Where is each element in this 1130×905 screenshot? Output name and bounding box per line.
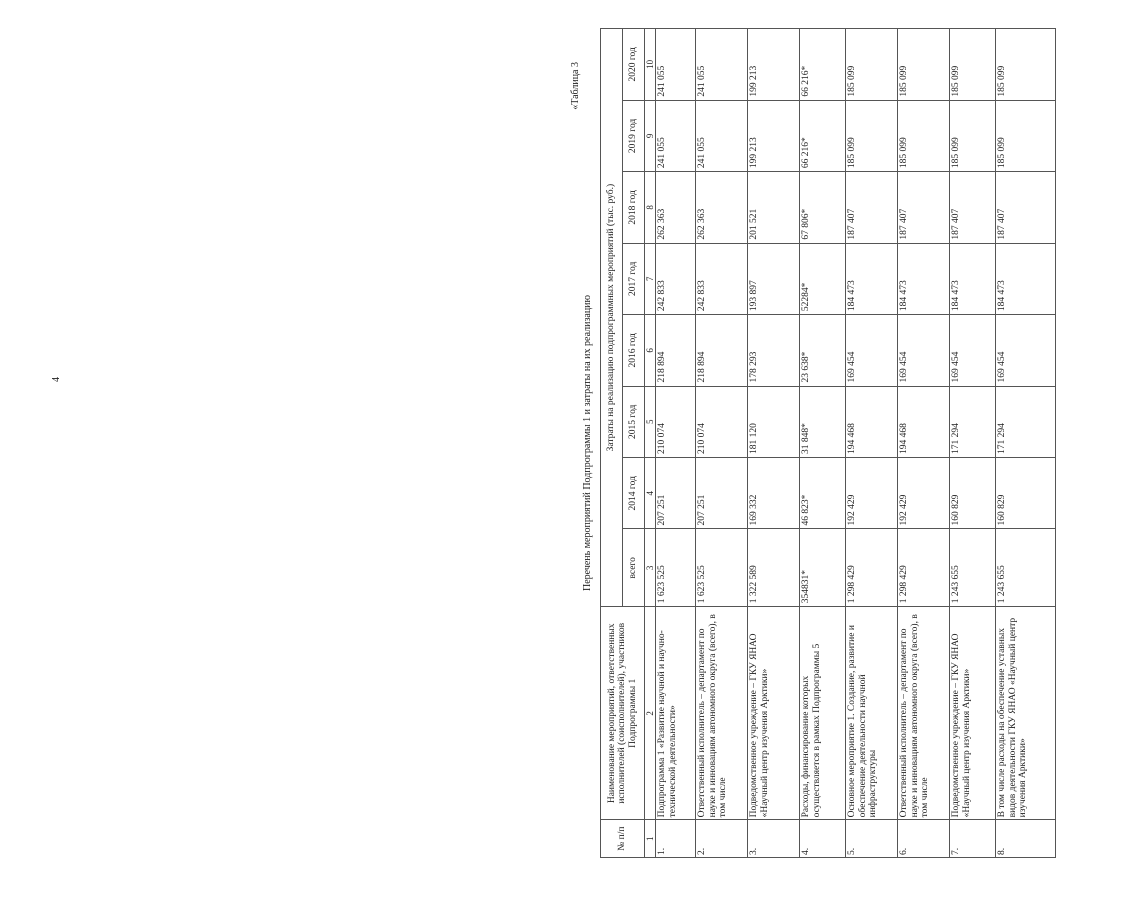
cost-cell: 218 894: [696, 315, 748, 386]
table-caption: Перечень мероприятий Подпрограммы 1 и затраты на их реализацию: [582, 294, 593, 592]
cost-cell: 1 623 525: [656, 529, 696, 607]
cost-cell: 194 468: [846, 386, 898, 457]
cost-cell: 210 074: [696, 386, 748, 457]
row-number: 5.: [846, 820, 898, 858]
table-row: [846, 29, 898, 858]
header-year: 2016 год: [623, 315, 645, 386]
column-index: 4: [645, 458, 656, 529]
row-name: Подведомственное учреждение – ГКУ ЯНАО «Научный центр изучения Арктики»: [748, 607, 800, 820]
cost-cell: 178 293: [748, 315, 800, 386]
column-index: 9: [645, 100, 656, 171]
cost-cell: 185 099: [898, 100, 950, 171]
column-index: 6: [645, 315, 656, 386]
cost-cell: 201 521: [748, 172, 800, 243]
costs-table: [600, 28, 1056, 858]
cost-cell: 171 294: [996, 386, 1056, 457]
cost-cell: 169 454: [950, 315, 996, 386]
cost-cell: 241 055: [696, 100, 748, 171]
header-year: 2020 год: [623, 29, 645, 101]
table-row: [950, 29, 996, 858]
cost-cell: 242 833: [696, 243, 748, 314]
header-year: 2014 год: [623, 458, 645, 529]
rotated-page: [570, 28, 1130, 858]
cost-cell: 192 429: [898, 458, 950, 529]
header-name: Наименование мероприятий, ответственных исполнителей (соисполнителей), участников Подпрограммы 1: [601, 607, 645, 820]
cost-cell: 169 332: [748, 458, 800, 529]
cost-cell: 185 099: [898, 29, 950, 101]
cost-cell: 193 897: [748, 243, 800, 314]
table-label: «Таблица 3: [570, 62, 581, 110]
header-total: всего: [623, 529, 645, 607]
header-group: Затраты на реализацию подпрограммных мероприятий (тыс. руб.): [601, 29, 623, 607]
cost-cell: 242 833: [656, 243, 696, 314]
row-name: В том числе расходы на обеспечение уставных видов деятельности ГКУ ЯНАО «Научный центр изучения Арктики»: [996, 607, 1056, 820]
cost-cell: 169 454: [846, 315, 898, 386]
cost-cell: 185 099: [950, 100, 996, 171]
cost-cell: 192 429: [846, 458, 898, 529]
row-name: Расходы, финансирование которых осуществляется в рамках Подпрограммы 5: [800, 607, 846, 820]
cost-cell: 1 243 655: [950, 529, 996, 607]
cost-cell: 185 099: [950, 29, 996, 101]
column-index: 10: [645, 29, 656, 101]
row-name: Подпрограмма 1 «Развитие научной и научно-технической деятельности»: [656, 607, 696, 820]
cost-cell: 1 298 429: [898, 529, 950, 607]
cost-cell: 241 055: [656, 29, 696, 101]
cost-cell: 185 099: [846, 100, 898, 171]
table-row: [656, 29, 696, 858]
cost-cell: 184 473: [846, 243, 898, 314]
table-row: [898, 29, 950, 858]
table-row: [996, 29, 1056, 858]
cost-cell: 169 454: [996, 315, 1056, 386]
cost-cell: 187 407: [898, 172, 950, 243]
cost-cell: 185 099: [996, 100, 1056, 171]
cost-cell: 171 294: [950, 386, 996, 457]
page-number: 4: [51, 377, 62, 382]
cost-cell: 262 363: [696, 172, 748, 243]
column-index: 5: [645, 386, 656, 457]
row-name: Ответственный исполнитель – департамент по науке и инновациям автономного округа (всего), в том числе: [696, 607, 748, 820]
cost-cell: 207 251: [656, 458, 696, 529]
header-year: 2015 год: [623, 386, 645, 457]
cost-cell: 181 120: [748, 386, 800, 457]
cost-cell: 210 074: [656, 386, 696, 457]
column-index: 2: [645, 607, 656, 820]
cost-cell: 194 468: [898, 386, 950, 457]
cost-cell: 1 298 429: [846, 529, 898, 607]
row-name: Ответственный исполнитель – департамент по науке и инновациям автономного округа (всего), в том числе: [898, 607, 950, 820]
cost-cell: 185 099: [996, 29, 1056, 101]
header-year: 2018 год: [623, 172, 645, 243]
table-row: [800, 29, 846, 858]
cost-cell: 241 055: [656, 100, 696, 171]
cost-cell: 199 213: [748, 29, 800, 101]
cost-cell: 184 473: [898, 243, 950, 314]
cost-cell: 184 473: [996, 243, 1056, 314]
cost-cell: 169 454: [898, 315, 950, 386]
cost-cell: 262 363: [656, 172, 696, 243]
cost-cell: 46 823*: [800, 458, 846, 529]
cost-cell: 218 894: [656, 315, 696, 386]
cost-cell: 207 251: [696, 458, 748, 529]
cost-cell: 160 829: [996, 458, 1056, 529]
row-name: Основное мероприятие 1. Создание, развитие и обеспечение деятельности научной инфраструктуры: [846, 607, 898, 820]
header-year: 2019 год: [623, 100, 645, 171]
header-year: 2017 год: [623, 243, 645, 314]
cost-cell: 199 213: [748, 100, 800, 171]
table-row: [696, 29, 748, 858]
cost-cell: 1 243 655: [996, 529, 1056, 607]
row-number: 6.: [898, 820, 950, 858]
column-index: 3: [645, 529, 656, 607]
table-row: [748, 29, 800, 858]
cost-cell: 241 055: [696, 29, 748, 101]
row-number: 1.: [656, 820, 696, 858]
cost-cell: 23 638*: [800, 315, 846, 386]
cost-cell: 67 806*: [800, 172, 846, 243]
cost-cell: 187 407: [846, 172, 898, 243]
cost-cell: 1 322 589: [748, 529, 800, 607]
header-no: № п/п: [601, 820, 645, 858]
row-number: 7.: [950, 820, 996, 858]
cost-cell: 66 216*: [800, 29, 846, 101]
cost-cell: 187 407: [996, 172, 1056, 243]
row-number: 8.: [996, 820, 1056, 858]
row-number: 4.: [800, 820, 846, 858]
cost-cell: 66 216*: [800, 100, 846, 171]
row-number: 3.: [748, 820, 800, 858]
cost-cell: 160 829: [950, 458, 996, 529]
row-number: 2.: [696, 820, 748, 858]
column-index: 7: [645, 243, 656, 314]
column-index: 1: [645, 820, 656, 858]
row-name: Подведомственное учреждение – ГКУ ЯНАО «Научный центр изучения Арктики»: [950, 607, 996, 820]
cost-cell: 31 848*: [800, 386, 846, 457]
cost-cell: 187 407: [950, 172, 996, 243]
cost-cell: 1 623 525: [696, 529, 748, 607]
cost-cell: 184 473: [950, 243, 996, 314]
cost-cell: 185 099: [846, 29, 898, 101]
column-index: 8: [645, 172, 656, 243]
cost-cell: 354831*: [800, 529, 846, 607]
cost-cell: 52284*: [800, 243, 846, 314]
